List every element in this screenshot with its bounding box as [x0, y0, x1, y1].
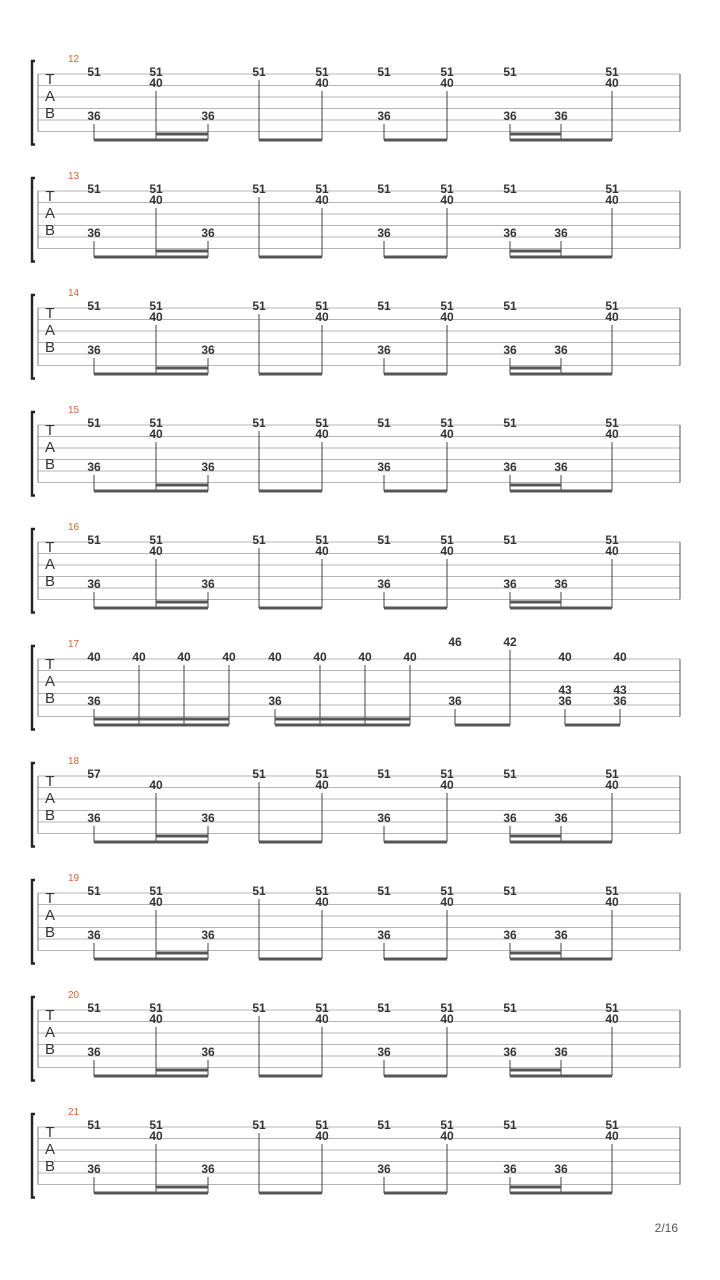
- measure-number: 15: [68, 405, 80, 416]
- fret-number: 51: [377, 1001, 391, 1015]
- measure-number: 21: [68, 1107, 80, 1118]
- fret-number: 51: [605, 416, 619, 430]
- fret-number: 36: [268, 694, 282, 708]
- tab-clef-letter: T: [45, 656, 55, 673]
- fret-number: 51: [440, 533, 454, 547]
- tab-clef-letter: A: [44, 439, 56, 456]
- fret-number: 40: [149, 427, 163, 441]
- fret-number: 40: [605, 895, 619, 909]
- fret-number: 36: [87, 928, 101, 942]
- system-bracket: [32, 880, 35, 964]
- fret-number: 51: [315, 533, 329, 547]
- fret-number: 36: [377, 1162, 391, 1176]
- fret-number: 40: [149, 778, 163, 792]
- fret-number: 36: [554, 460, 568, 474]
- fret-number: 51: [605, 182, 619, 196]
- tab-clef-letter: T: [45, 71, 55, 88]
- tab-clef-letter: B: [44, 807, 56, 824]
- fret-number: 36: [87, 811, 101, 825]
- fret-number: 51: [377, 884, 391, 898]
- fret-number: 51: [503, 65, 517, 79]
- fret-number: 51: [315, 299, 329, 313]
- fret-number: 40: [315, 310, 329, 324]
- fret-number: 51: [252, 533, 266, 547]
- fret-number: 40: [440, 310, 454, 324]
- tab-clef-letter: T: [45, 890, 55, 907]
- fret-number: 51: [87, 884, 101, 898]
- fret-number: 36: [377, 811, 391, 825]
- page-number: 2/16: [654, 1221, 678, 1235]
- fret-number: 36: [87, 1162, 101, 1176]
- tab-clef-letter: T: [45, 422, 55, 439]
- fret-number: 40: [605, 778, 619, 792]
- tab-clef-letter: A: [44, 907, 56, 924]
- fret-number: 51: [440, 182, 454, 196]
- fret-number: 40: [313, 650, 327, 664]
- fret-number: 51: [252, 1118, 266, 1132]
- measure-number: 13: [68, 171, 80, 182]
- fret-number: 51: [377, 182, 391, 196]
- fret-number: 36: [87, 109, 101, 123]
- fret-number: 43: [558, 683, 572, 697]
- fret-number: 40: [605, 427, 619, 441]
- measure-number: 17: [68, 639, 80, 650]
- fret-number: 40: [403, 650, 417, 664]
- tab-clef-letter: A: [44, 556, 56, 573]
- tab-clef-letter: A: [44, 673, 56, 690]
- fret-number: 36: [87, 460, 101, 474]
- fret-number: 36: [554, 1045, 568, 1059]
- tab-clef-letter: A: [44, 205, 56, 222]
- tab-clef-letter: T: [45, 1007, 55, 1024]
- fret-number: 36: [554, 343, 568, 357]
- fret-number: 40: [605, 544, 619, 558]
- fret-number: 40: [605, 1129, 619, 1143]
- measure-number: 12: [68, 54, 80, 65]
- fret-number: 36: [448, 694, 462, 708]
- fret-number: 51: [605, 299, 619, 313]
- measure-number: 20: [68, 990, 80, 1001]
- tab-clef-letter: B: [44, 1041, 56, 1058]
- fret-number: 51: [503, 1001, 517, 1015]
- fret-number: 51: [440, 416, 454, 430]
- fret-number: 36: [554, 577, 568, 591]
- fret-number: 51: [252, 416, 266, 430]
- fret-number: 36: [87, 577, 101, 591]
- tab-clef-letter: B: [44, 690, 56, 707]
- tab-clef-letter: B: [44, 222, 56, 239]
- fret-number: 40: [149, 76, 163, 90]
- fret-number: 36: [554, 109, 568, 123]
- fret-number: 40: [440, 895, 454, 909]
- fret-number: 40: [440, 544, 454, 558]
- fret-number: 36: [503, 811, 517, 825]
- fret-number: 40: [149, 310, 163, 324]
- fret-number: 40: [149, 1129, 163, 1143]
- fret-number: 40: [315, 895, 329, 909]
- tab-system: [32, 990, 680, 1081]
- tab-system: [32, 405, 680, 496]
- fret-number: 40: [87, 650, 101, 664]
- tab-clef-letter: B: [44, 339, 56, 356]
- fret-number: 36: [554, 1162, 568, 1176]
- fret-number: 40: [177, 650, 191, 664]
- fret-number: 51: [440, 65, 454, 79]
- tab-clef-letter: A: [44, 790, 56, 807]
- fret-number: 51: [87, 1001, 101, 1015]
- fret-number: 51: [503, 1118, 517, 1132]
- fret-number: 36: [87, 343, 101, 357]
- fret-number: 40: [222, 650, 236, 664]
- fret-number: 36: [554, 226, 568, 240]
- tab-clef-letter: B: [44, 1158, 56, 1175]
- system-bracket: [32, 1114, 35, 1198]
- fret-number: 51: [252, 1001, 266, 1015]
- fret-number: 40: [149, 895, 163, 909]
- tab-clef-letter: T: [45, 1124, 55, 1141]
- fret-number: 51: [377, 533, 391, 547]
- fret-number: 40: [315, 427, 329, 441]
- fret-number: 51: [503, 767, 517, 781]
- fret-number: 51: [87, 65, 101, 79]
- tab-clef-letter: T: [45, 539, 55, 556]
- system-bracket: [32, 763, 35, 847]
- tab-clef-letter: T: [45, 305, 55, 322]
- tab-clef-letter: B: [44, 924, 56, 941]
- system-bracket: [32, 178, 35, 262]
- fret-number: 36: [201, 577, 215, 591]
- fret-number: 36: [377, 226, 391, 240]
- fret-number: 51: [440, 299, 454, 313]
- fret-number: 51: [149, 884, 163, 898]
- tab-clef-letter: B: [44, 105, 56, 122]
- fret-number: 51: [377, 1118, 391, 1132]
- fret-number: 51: [87, 533, 101, 547]
- fret-number: 40: [605, 193, 619, 207]
- fret-number: 36: [503, 226, 517, 240]
- fret-number: 51: [605, 533, 619, 547]
- fret-number: 51: [503, 416, 517, 430]
- tab-clef-letter: A: [44, 1141, 56, 1158]
- fret-number: 51: [377, 767, 391, 781]
- tab-system: [32, 522, 680, 613]
- fret-number: 51: [605, 767, 619, 781]
- fret-number: 40: [440, 778, 454, 792]
- fret-number: 36: [201, 226, 215, 240]
- measure-number: 16: [68, 522, 80, 533]
- fret-number: 51: [252, 65, 266, 79]
- fret-number: 36: [558, 694, 572, 708]
- tab-clef-letter: A: [44, 322, 56, 339]
- fret-number: 40: [440, 1012, 454, 1026]
- fret-number: 43: [613, 683, 627, 697]
- fret-number: 40: [605, 1012, 619, 1026]
- fret-number: 51: [605, 65, 619, 79]
- fret-number: 40: [132, 650, 146, 664]
- fret-number: 36: [201, 343, 215, 357]
- fret-number: 40: [149, 544, 163, 558]
- tab-system: [32, 54, 680, 145]
- fret-number: 40: [315, 778, 329, 792]
- system-bracket: [32, 61, 35, 145]
- fret-number: 51: [149, 416, 163, 430]
- fret-number: 36: [613, 694, 627, 708]
- fret-number: 51: [440, 1118, 454, 1132]
- fret-number: 51: [440, 1001, 454, 1015]
- fret-number: 36: [201, 928, 215, 942]
- fret-number: 51: [315, 416, 329, 430]
- system-bracket: [32, 997, 35, 1081]
- fret-number: 36: [503, 928, 517, 942]
- fret-number: 51: [149, 1001, 163, 1015]
- fret-number: 51: [315, 884, 329, 898]
- fret-number: 51: [149, 182, 163, 196]
- tab-clef-letter: B: [44, 456, 56, 473]
- system-bracket: [32, 529, 35, 613]
- fret-number: 36: [503, 577, 517, 591]
- fret-number: 36: [201, 460, 215, 474]
- fret-number: 36: [554, 928, 568, 942]
- fret-number: 40: [315, 1129, 329, 1143]
- fret-number: 51: [149, 1118, 163, 1132]
- fret-number: 51: [377, 299, 391, 313]
- fret-number: 51: [252, 299, 266, 313]
- tab-system: [32, 171, 680, 262]
- tab-system: [32, 756, 680, 847]
- fret-number: 51: [149, 533, 163, 547]
- fret-number: 36: [87, 226, 101, 240]
- fret-number: 40: [358, 650, 372, 664]
- fret-number: 36: [503, 460, 517, 474]
- system-bracket: [32, 295, 35, 379]
- fret-number: 36: [377, 1045, 391, 1059]
- fret-number: 51: [87, 299, 101, 313]
- system-bracket: [32, 412, 35, 496]
- tab-clef-letter: A: [44, 1024, 56, 1041]
- fret-number: 51: [149, 299, 163, 313]
- fret-number: 51: [149, 65, 163, 79]
- tab-system: [32, 635, 680, 730]
- fret-number: 51: [315, 1001, 329, 1015]
- fret-number: 36: [87, 1045, 101, 1059]
- fret-number: 40: [558, 650, 572, 664]
- tab-clef-letter: A: [44, 88, 56, 105]
- fret-number: 51: [87, 416, 101, 430]
- fret-number: 36: [377, 928, 391, 942]
- fret-number: 40: [315, 76, 329, 90]
- fret-number: 46: [448, 635, 462, 649]
- fret-number: 36: [201, 811, 215, 825]
- fret-number: 51: [503, 182, 517, 196]
- fret-number: 51: [315, 1118, 329, 1132]
- fret-number: 36: [377, 460, 391, 474]
- fret-number: 36: [377, 343, 391, 357]
- fret-number: 40: [440, 1129, 454, 1143]
- fret-number: 51: [315, 767, 329, 781]
- fret-number: 40: [440, 193, 454, 207]
- fret-number: 51: [252, 767, 266, 781]
- tab-system: [32, 1107, 680, 1198]
- fret-number: 51: [315, 182, 329, 196]
- measure-number: 18: [68, 756, 80, 767]
- fret-number: 40: [315, 1012, 329, 1026]
- fret-number: 42: [503, 635, 517, 649]
- fret-number: 51: [315, 65, 329, 79]
- fret-number: 51: [440, 767, 454, 781]
- fret-number: 51: [377, 416, 391, 430]
- fret-number: 40: [440, 427, 454, 441]
- fret-number: 40: [149, 1012, 163, 1026]
- measure-number: 19: [68, 873, 80, 884]
- fret-number: 40: [605, 310, 619, 324]
- fret-number: 40: [605, 76, 619, 90]
- fret-number: 36: [201, 1045, 215, 1059]
- fret-number: 51: [605, 1118, 619, 1132]
- fret-number: 36: [503, 343, 517, 357]
- tab-clef-letter: B: [44, 573, 56, 590]
- tab-clef-letter: T: [45, 773, 55, 790]
- fret-number: 51: [252, 182, 266, 196]
- fret-number: 51: [605, 884, 619, 898]
- fret-number: 36: [503, 109, 517, 123]
- fret-number: 40: [315, 193, 329, 207]
- tab-system: [32, 873, 680, 964]
- fret-number: 51: [440, 884, 454, 898]
- tab-clef-letter: T: [45, 188, 55, 205]
- fret-number: 40: [149, 193, 163, 207]
- fret-number: 36: [503, 1162, 517, 1176]
- system-bracket: [32, 646, 35, 730]
- measure-number: 14: [68, 288, 80, 299]
- fret-number: 51: [605, 1001, 619, 1015]
- fret-number: 51: [87, 182, 101, 196]
- fret-number: 51: [377, 65, 391, 79]
- fret-number: 51: [503, 884, 517, 898]
- fret-number: 36: [503, 1045, 517, 1059]
- fret-number: 40: [315, 544, 329, 558]
- fret-number: 40: [268, 650, 282, 664]
- fret-number: 40: [440, 76, 454, 90]
- fret-number: 36: [554, 811, 568, 825]
- fret-number: 36: [377, 109, 391, 123]
- tab-system: [32, 288, 680, 379]
- fret-number: 51: [87, 1118, 101, 1132]
- fret-number: 51: [503, 299, 517, 313]
- fret-number: 36: [87, 694, 101, 708]
- fret-number: 51: [252, 884, 266, 898]
- fret-number: 40: [613, 650, 627, 664]
- fret-number: 51: [503, 533, 517, 547]
- fret-number: 57: [87, 767, 101, 781]
- fret-number: 36: [201, 1162, 215, 1176]
- fret-number: 36: [377, 577, 391, 591]
- fret-number: 36: [201, 109, 215, 123]
